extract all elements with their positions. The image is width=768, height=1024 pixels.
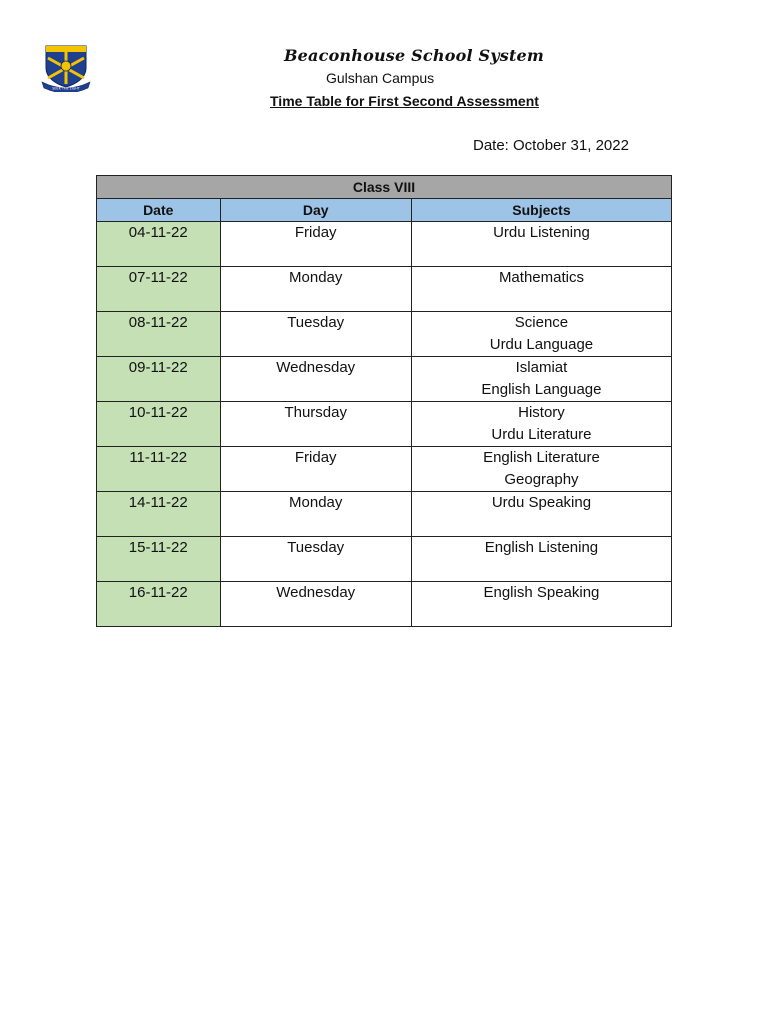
subject-name: History [518,404,565,421]
campus-name: Gulshan Campus [326,70,435,86]
date-cell: 07-11-22 [97,267,221,312]
day-cell: Friday [220,222,411,267]
date-cell: 11-11-22 [97,447,221,492]
table-row [97,492,672,537]
subject-name: English Literature [483,449,600,466]
school-name: Beaconhouse School System [283,46,545,65]
page-title: Time Table for First Second Assessment [270,93,539,109]
subject-name: Islamiat [515,359,568,376]
subject-name: Urdu Speaking [491,494,592,511]
timetable [96,175,672,627]
table-body [97,222,672,627]
subject-name: English Language [481,381,602,398]
date-cell: 09-11-22 [97,357,221,402]
table-row [97,267,672,312]
subjects-cell [411,357,671,402]
subjects-cell [411,447,671,492]
day-cell: Friday [220,447,411,492]
day-cell: Monday [220,267,411,312]
issue-date: Date: October 31, 2022 [473,137,629,154]
day-cell: Tuesday [220,312,411,357]
subject-name: Geography [504,471,579,488]
subject-name: Urdu Listening [493,224,590,241]
subjects-cell [411,222,671,267]
subjects-cell [411,492,671,537]
subjects-cell [411,582,671,627]
table-row [97,312,672,357]
table-row [97,447,672,492]
column-header-day: Day [220,199,411,222]
day-cell: Thursday [220,402,411,447]
class-label: Class VIII [97,176,672,199]
date-cell: 08-11-22 [97,312,221,357]
table-row [97,402,672,447]
table-row [97,357,672,402]
subject-name: Mathematics [498,269,584,286]
subject-name: Science [514,314,569,331]
table-row [97,582,672,627]
column-header-row [97,199,672,222]
day-cell: Tuesday [220,537,411,582]
subject-name: Urdu Language [489,336,594,353]
date-cell: 14-11-22 [97,492,221,537]
table-row [97,537,672,582]
date-cell: 10-11-22 [97,402,221,447]
date-cell: 04-11-22 [97,222,221,267]
day-cell: Monday [220,492,411,537]
subjects-cell [411,267,671,312]
day-cell: Wednesday [220,357,411,402]
subject-name: English Listening [484,539,599,556]
subjects-cell [411,537,671,582]
date-cell: 15-11-22 [97,537,221,582]
column-header-subjects: Subjects [411,199,671,222]
date-cell: 16-11-22 [97,582,221,627]
subject-name: Urdu Literature [491,426,592,443]
day-cell: Wednesday [220,582,411,627]
subjects-cell [411,402,671,447]
subjects-cell [411,312,671,357]
column-header-date: Date [97,199,221,222]
class-header-row [97,176,672,199]
subject-name: English Speaking [483,584,600,601]
logo-motto: SEEK THE LIGHT [52,86,80,91]
table-row [97,222,672,267]
